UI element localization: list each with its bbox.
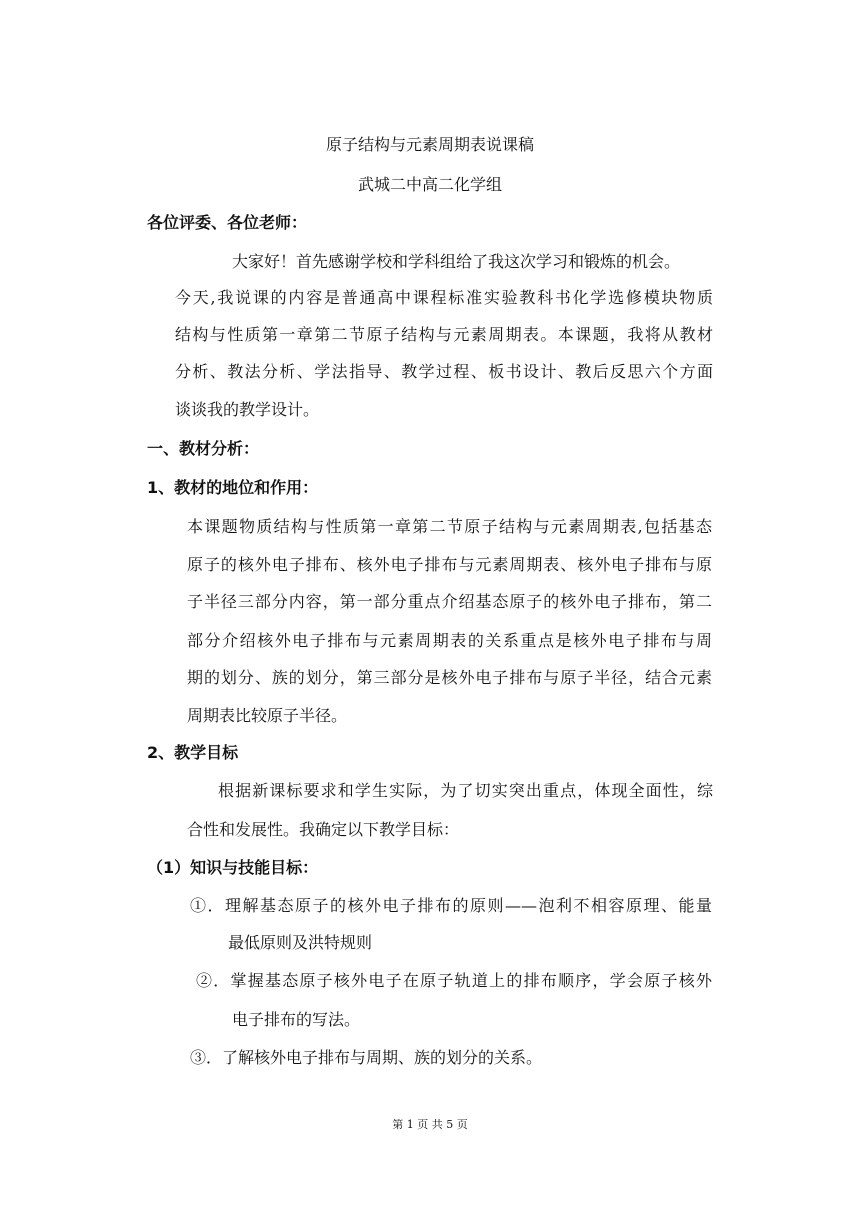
- intro-line: 大家好！首先感谢学校和学科组给了我这次学习和锻炼的机会。: [232, 252, 681, 271]
- page-footer: 第 1 页 共 5 页: [392, 1118, 468, 1131]
- subsection-heading: 2、教学目标: [147, 743, 239, 762]
- intro-line: 分析、教法分析、学法指导、教学过程、板书设计、教后反思六个方面: [175, 362, 713, 381]
- section-heading: 一、教材分析：: [147, 439, 260, 458]
- body-line: 合性和发展性。我确定以下教学目标：: [187, 820, 460, 839]
- subsection-heading: 1、教材的地位和作用：: [147, 478, 319, 497]
- body-line: 原子的核外电子排布、核外电子排布与元素周期表、核外电子排布与原: [187, 555, 712, 574]
- body-line: 本课题物质结构与性质第一章第二节原子结构与元素周期表,包括基态: [187, 517, 712, 536]
- goal-item: 最低原则及洪特规则: [228, 933, 373, 952]
- goal-item: ②．掌握基态原子核外电子在原子轨道上的排布顺序，学会原子核外: [196, 971, 712, 990]
- intro-line: 今天,我说课的内容是普通高中课程标准实验教科书化学选修模块物质: [175, 288, 713, 307]
- goal-item: 电子排布的写法。: [232, 1010, 361, 1029]
- document-subtitle: 武城二中高二化学组: [357, 175, 502, 194]
- intro-line: 谈谈我的教学设计。: [175, 400, 320, 419]
- body-line: 部分介绍核外电子排布与元素周期表的关系重点是核外电子排布与周: [187, 631, 712, 650]
- intro-line: 结构与性质第一章第二节原子结构与元素周期表。本课题，我将从教材: [175, 325, 713, 344]
- body-line: 周期表比较原子半径。: [187, 706, 348, 725]
- goal-heading: （1）知识与技能目标：: [147, 858, 319, 877]
- goal-item: ③．了解核外电子排布与周期、族的划分的关系。: [190, 1048, 543, 1067]
- body-line: 子半径三部分内容，第一部分重点介绍基态原子的核外电子排布，第二: [187, 592, 712, 611]
- body-line: 期的划分、族的划分，第三部分是核外电子排布与原子半径，结合元素: [187, 668, 712, 687]
- document-title: 原子结构与元素周期表说课稿: [325, 135, 534, 154]
- goal-item: ①．理解基态原子的核外电子排布的原则——泡利不相容原理、能量: [190, 896, 712, 915]
- salutation: 各位评委、各位老师：: [147, 213, 308, 232]
- body-line: 根据新课标要求和学生实际，为了切实突出重点，体现全面性，综: [218, 781, 713, 800]
